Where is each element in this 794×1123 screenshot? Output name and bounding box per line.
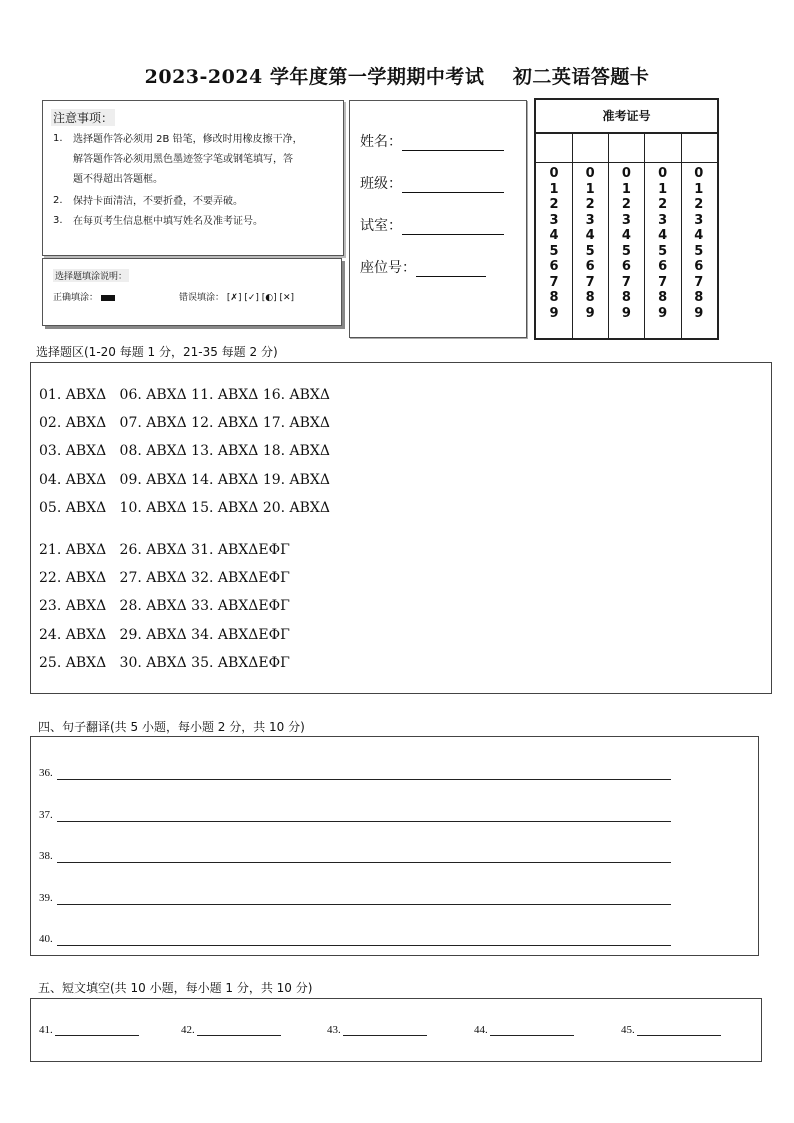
wrong-fill-example xyxy=(179,290,294,303)
exam-id-digit-bubble[interactable]: 0 xyxy=(585,166,595,181)
exam-id-column xyxy=(645,134,682,338)
translation-area xyxy=(30,736,759,956)
translation-number: 40. xyxy=(39,933,53,945)
translation-number: 36. xyxy=(39,767,53,779)
mc-row[interactable]: 04. ΑΒΧΔ 09. ΑΒΧΔ 14. ΑΒΧΔ 19. ΑΒΧΔ xyxy=(39,472,331,488)
exam-id-digit-bubble[interactable]: 8 xyxy=(549,290,559,305)
fill-blank-line[interactable] xyxy=(637,1023,721,1036)
exam-id-digit-bubble[interactable]: 9 xyxy=(549,305,559,321)
seat-label: 座位号： xyxy=(360,260,416,276)
exam-id-digit-bubble[interactable]: 1 xyxy=(694,181,704,197)
exam-id-digit-bubble[interactable]: 4 xyxy=(658,228,668,243)
exam-id-digit-bubble[interactable]: 6 xyxy=(694,259,704,274)
fill-blank-line[interactable] xyxy=(197,1023,281,1036)
mc-section-label: 选择题区(1-20 每题 1 分，21-35 每题 2 分) xyxy=(36,345,278,359)
exam-id-digit-bubble[interactable]: 3 xyxy=(658,212,668,228)
exam-id-digit-bubble[interactable]: 3 xyxy=(621,212,631,228)
exam-id-digit-bubble[interactable]: 2 xyxy=(621,197,631,212)
exam-id-digit-bubble[interactable]: 0 xyxy=(549,166,559,181)
fill-blank-number: 45. xyxy=(621,1024,635,1036)
room-row xyxy=(360,215,504,235)
exam-id-digit-bubble[interactable]: 9 xyxy=(585,305,595,321)
exam-id-digit-bubble[interactable]: 4 xyxy=(585,228,595,243)
exam-id-write-box[interactable] xyxy=(681,134,717,163)
fill-blank-number: 42. xyxy=(181,1024,195,1036)
mc-row[interactable]: 05. ΑΒΧΔ 10. ΑΒΧΔ 15. ΑΒΧΔ 20. ΑΒΧΔ xyxy=(39,500,331,516)
title-part-1: 2023-2024 学年度第一学期期中考试 xyxy=(144,66,485,88)
exam-id-digit-bubble[interactable]: 4 xyxy=(694,228,704,243)
notice-heading: 注意事项： xyxy=(53,111,114,125)
mc-row[interactable]: 03. ΑΒΧΔ 08. ΑΒΧΔ 13. ΑΒΧΔ 18. ΑΒΧΔ xyxy=(39,443,331,459)
room-label: 试室： xyxy=(360,218,402,234)
notice-line: 保持卡面清洁，不要折叠，不要弄破。 xyxy=(73,196,243,207)
mc-row[interactable]: 25. ΑΒΧΔ 30. ΑΒΧΔ 35. ΑΒΧΔΕΦΓ xyxy=(39,655,290,671)
title-part-2: 初二英语答题卡 xyxy=(512,66,650,88)
exam-id-digit-bubble[interactable]: 5 xyxy=(549,243,559,259)
exam-id-digit-bubble[interactable]: 8 xyxy=(694,290,704,305)
wrong-marks-icon: [✗] [✓] [◐] [✕] xyxy=(226,293,295,303)
room-field[interactable] xyxy=(402,220,504,235)
mc-row[interactable]: 02. ΑΒΧΔ 07. ΑΒΧΔ 12. ΑΒΧΔ 17. ΑΒΧΔ xyxy=(39,415,331,431)
exam-id-digit-bubble[interactable]: 9 xyxy=(658,305,668,321)
exam-id-digit-bubble[interactable]: 2 xyxy=(694,197,704,212)
fill-blank-number: 41. xyxy=(39,1024,53,1036)
exam-id-digit-bubble[interactable]: 2 xyxy=(549,197,559,212)
exam-id-digit-bubble[interactable]: 1 xyxy=(658,181,668,197)
page-title xyxy=(0,62,794,89)
exam-id-digit-bubble[interactable]: 7 xyxy=(621,274,631,290)
exam-id-digit-bubble[interactable]: 3 xyxy=(694,212,704,228)
correct-fill-example xyxy=(53,290,115,303)
notice-line: 在每页考生信息框中填写姓名及准考证号。 xyxy=(73,216,263,227)
name-label: 姓名： xyxy=(360,134,402,150)
fill-blank-number: 44. xyxy=(474,1024,488,1036)
fill-blank-item[interactable] xyxy=(621,1023,721,1036)
fill-blank-number: 43. xyxy=(327,1024,341,1036)
exam-id-column xyxy=(572,134,609,338)
translation-section-label: 四、句子翻译(共 5 小题，每小题 2 分，共 10 分) xyxy=(38,720,305,734)
name-row xyxy=(360,131,504,151)
exam-id-digit-bubble[interactable]: 4 xyxy=(621,228,631,243)
exam-id-digit-bubble[interactable]: 5 xyxy=(585,243,595,259)
exam-id-digit-bubble[interactable]: 9 xyxy=(694,305,704,321)
seat-row xyxy=(360,257,486,277)
exam-id-digit-bubble[interactable]: 1 xyxy=(621,181,631,197)
exam-id-digit-bubble[interactable]: 8 xyxy=(658,290,668,305)
exam-id-digit-bubble[interactable]: 5 xyxy=(658,243,668,259)
exam-id-column xyxy=(681,134,717,338)
fill-instructions-box xyxy=(42,258,342,326)
exam-id-digit-bubble[interactable]: 6 xyxy=(621,259,631,274)
fill-blank-line[interactable] xyxy=(343,1023,427,1036)
fill-blank-section-label: 五、短文填空(共 10 小题，每小题 1 分，共 10 分) xyxy=(38,981,313,995)
notice-num: 3. xyxy=(53,215,63,226)
exam-id-digit-bubble[interactable]: 8 xyxy=(621,290,631,305)
mc-row[interactable]: 24. ΑΒΧΔ 29. ΑΒΧΔ 34. ΑΒΧΔΕΦΓ xyxy=(39,627,290,643)
exam-id-digit-bubble[interactable]: 8 xyxy=(585,290,595,305)
exam-id-digit-bubble[interactable]: 7 xyxy=(585,274,595,290)
translation-line[interactable] xyxy=(57,779,671,780)
class-row xyxy=(360,173,504,193)
translation-number: 37. xyxy=(39,809,53,821)
exam-id-digit-bubble[interactable]: 5 xyxy=(694,243,704,259)
seat-field[interactable] xyxy=(416,262,486,277)
translation-number: 38. xyxy=(39,850,53,862)
fill-blank-item[interactable] xyxy=(39,1023,139,1036)
exam-id-digit-bubble[interactable]: 7 xyxy=(658,274,668,290)
translation-number: 39. xyxy=(39,892,53,904)
exam-id-digit-bubble[interactable]: 6 xyxy=(658,259,668,274)
mc-answer-area xyxy=(30,362,772,694)
exam-id-digit-bubble[interactable]: 6 xyxy=(549,259,559,274)
exam-id-digit-bubble[interactable]: 0 xyxy=(621,166,631,181)
translation-line[interactable] xyxy=(57,945,671,946)
fill-blank-item[interactable] xyxy=(474,1023,574,1036)
fill-blank-area xyxy=(30,998,762,1062)
translation-line[interactable] xyxy=(57,821,671,822)
class-field[interactable] xyxy=(402,178,504,193)
mc-row[interactable]: 21. ΑΒΧΔ 26. ΑΒΧΔ 31. ΑΒΧΔΕΦΓ xyxy=(39,542,290,558)
exam-id-digit-bubble[interactable]: 6 xyxy=(585,259,595,274)
fill-blank-item[interactable] xyxy=(181,1023,281,1036)
exam-id-digit-bubble[interactable]: 7 xyxy=(694,274,704,290)
exam-id-digit-bubble[interactable]: 2 xyxy=(585,197,595,212)
fill-blank-line[interactable] xyxy=(55,1023,139,1036)
exam-id-grid xyxy=(534,98,719,340)
exam-id-column xyxy=(536,134,573,338)
correct-fill-label: 正确填涂： xyxy=(53,293,99,303)
exam-id-digit-bubble[interactable]: 7 xyxy=(549,274,559,290)
notice-num: 1. xyxy=(53,133,63,144)
exam-id-write-box[interactable] xyxy=(645,134,681,163)
fill-blank-item[interactable] xyxy=(327,1023,427,1036)
exam-id-digit-bubble[interactable]: 3 xyxy=(549,212,559,228)
translation-line[interactable] xyxy=(57,904,671,905)
exam-id-digit-bubble[interactable]: 1 xyxy=(585,181,595,197)
exam-id-write-box[interactable] xyxy=(608,134,644,163)
name-field[interactable] xyxy=(402,136,504,151)
class-label: 班级： xyxy=(360,176,402,192)
exam-id-digit-bubble[interactable]: 5 xyxy=(621,243,631,259)
translation-line[interactable] xyxy=(57,862,671,863)
exam-id-digit-bubble[interactable]: 9 xyxy=(621,305,631,321)
student-info-box xyxy=(349,100,527,338)
exam-id-write-box[interactable] xyxy=(536,134,572,163)
exam-id-digit-bubble[interactable]: 4 xyxy=(549,228,559,243)
exam-id-heading: 准考证号 xyxy=(536,100,717,134)
mc-row[interactable]: 22. ΑΒΧΔ 27. ΑΒΧΔ 32. ΑΒΧΔΕΦΓ xyxy=(39,570,290,586)
mc-row[interactable]: 01. ΑΒΧΔ 06. ΑΒΧΔ 11. ΑΒΧΔ 16. ΑΒΧΔ xyxy=(39,387,331,403)
notice-num: 2. xyxy=(53,195,63,206)
notice-box xyxy=(42,100,344,256)
wrong-fill-label: 错误填涂： xyxy=(179,293,225,303)
fill-instructions-heading: 选择题填涂说明： xyxy=(53,269,129,282)
exam-id-digit-bubble[interactable]: 2 xyxy=(658,197,668,212)
notice-line: 解答题作答必须用黑色墨迹签字笔或钢笔填写，答 xyxy=(73,154,293,165)
mc-row[interactable]: 23. ΑΒΧΔ 28. ΑΒΧΔ 33. ΑΒΧΔΕΦΓ xyxy=(39,598,290,614)
exam-id-digit-bubble[interactable]: 0 xyxy=(658,166,668,181)
exam-id-digit-bubble[interactable]: 1 xyxy=(549,181,559,197)
exam-id-digit-bubble[interactable]: 3 xyxy=(585,212,595,228)
filled-mark-icon xyxy=(101,295,115,301)
exam-id-digit-bubble[interactable]: 0 xyxy=(694,166,704,181)
notice-line: 选择题作答必须用 2B 铅笔，修改时用橡皮擦干净， xyxy=(73,134,303,145)
fill-blank-line[interactable] xyxy=(490,1023,574,1036)
exam-id-column xyxy=(608,134,645,338)
exam-id-write-box[interactable] xyxy=(572,134,608,163)
notice-line: 题不得超出答题框。 xyxy=(73,174,163,185)
